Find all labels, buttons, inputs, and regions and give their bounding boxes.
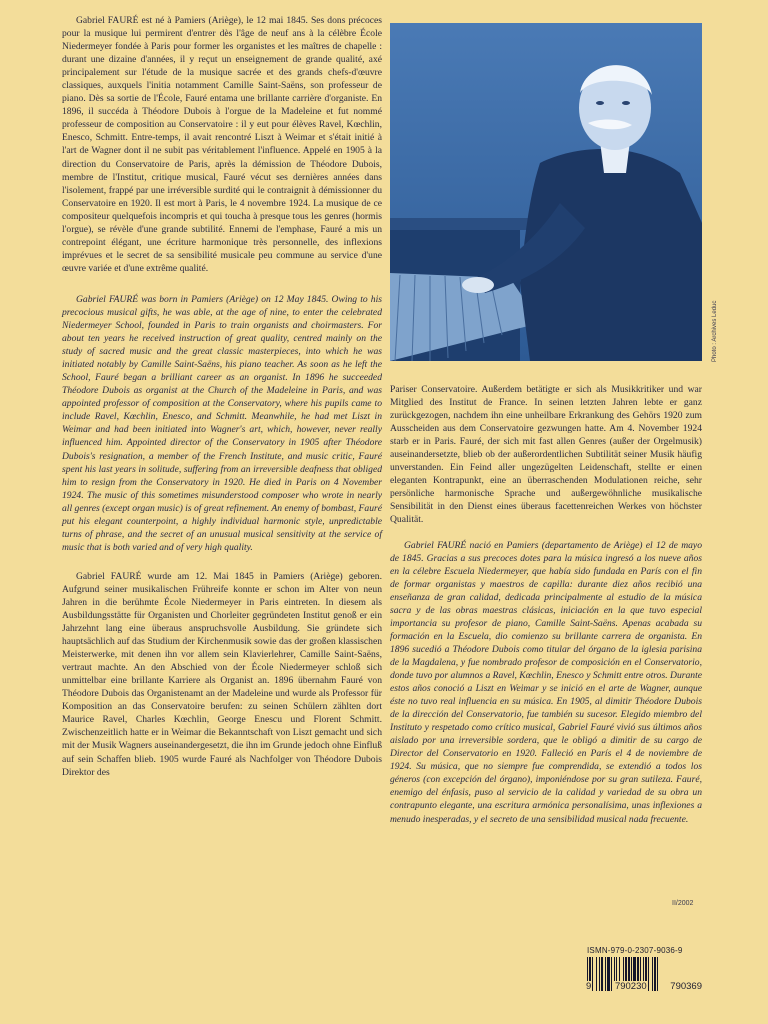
barcode-digit-right-group: 790369 [670,981,702,992]
composer-at-piano-illustration [390,23,702,361]
english-biography: Gabriel FAURÉ was born in Pamiers (Ariège) on 12 May 1845. Owing to his precocious musical gifts, he was able, at the age of nine, to enter the celebrated Niedermeyer School, founded in Paris to train organists and choirmasters. For about ten years he received instruction of great quality, centred mainly on the study of sacred music and the great classic masterpieces, into which he was initiated notably by Camille Saint-Saëns, his piano teacher. As soon as he left the School, Fauré began a brilliant career as an organist. In 1896 he succeeded Théodore Dubois as organist at the Church of the Madeleine in Paris, and was appointed professor of composition at the Conservatory, where his pupils came to include Ravel, Kœchlin, Enesco, and Schmitt. Meanwhile, he had met Liszt in Weimar and had been initiated into Wagner's art, which, however, never really influenced him. Appointed director of the Conservatory in 1905 after Théodore Dubois's resignation, a member of the French Institute, and music critic, Fauré spent his last years in solitude, suffering from an irreversible deafness that obliged him to resign from the Conservatory in 1920. He died in Paris on 4 November 1924. The music of this sometimes misunderstood composer who wrote in nearly all genres (except organ music) is of great refinement. An enemy of bombast, Fauré put his elegant counterpoint, a highly individual harmonic style, unpredictable turns of phrase, and the secret of an unusual musical sensitivity at the service of music that is both varied and of very high quality. [62,293,382,553]
german-biography-continued: Pariser Conservatoire. Außerdem betätigte er sich als Musikkritiker und war Mitglied des Institut de France. In seinen letzten Jahren lebte er ganz zurückgezogen, nachdem ihn eine unheilbare Erkrankung des Gehörs 1920 zum Ausscheiden aus dem Conservatoire gezwungen hatte. Am 4. November 1924 starb er in Paris. Fauré, der sich mit fast allen Genres (außer der Orgelmusik) auseinandersetzte, blieb ob der außerordentlichen Subtilität seiner Musik häufig unverstanden. Ein Feind aller ungezügelten Leidenschaft, stellte er einen eleganten Kontrapunkt, eine an überraschenden Modulationen reiche, sehr persönliche harmonische Sprache und außergewöhnliche musikalische Sensibilität in den Dienst eines überaus facettenreichen Werkes von höchster Qualität. [390,384,702,526]
isbn-number: ISMN-979-0-2307-9036-9 [587,946,683,955]
left-text-column [62,14,382,789]
french-biography: Gabriel FAURÉ est né à Pamiers (Ariège), le 12 mai 1845. Ses dons précoces pour la musique lui permirent d'entrer dès l'âge de neuf ans à la célèbre École Niedermeyer fondée à Paris pour former les organistes et les maîtres de chapelle : durant une dizaine d'années, il y reçut un enseignement de grande qualité, axé principalement sur l'étude de la musique sacrée et des grands chefs-d'œuvre classiques, auxquels l'initia notamment Camille Saint-Saëns, son professeur de piano. Dès sa sortie de l'École, Fauré entama une brillante carrière d'organiste. En 1896, il succéda à Théodore Dubois à l'orgue de la Madeleine et fut nommé professeur de composition au Conservatoire : il y eut pour élèves Ravel, Kœchlin, Enesco, Schmitt. Entre-temps, il avait rencontré Liszt à Weimar et s'était initié à l'art de Wagner dont il ne subit pas véritablement l'influence. Appelé en 1905 à la direction du Conservatoire de Paris, après la démission de Théodore Dubois, membre de l'Institut, critique musical, Fauré vécut ses dernières années dans l'isolement, frappé par une irréversible surdité qui le contraignit à démissionner du Conservatoire en 1920. Il est mort à Paris, le 4 novembre 1924. La musique de ce compositeur quelquefois incompris et qui toucha à presque tous les genres (hormis l'orgue), se révèle d'une grande subtilité. Ennemi de l'emphase, Fauré a mis un contrepoint élégant, une écriture harmonique très personnelle, des inflexions imprévues et le secret de sa sensibilité musicale peu commune au service d'une œuvre variée et d'une extrême qualité. [62,15,382,274]
german-biography: Gabriel FAURÉ wurde am 12. Mai 1845 in Pamiers (Ariège) geboren. Aufgrund seiner musikalischen Frühreife konnte er schon im Alter von neun Jahren in die berühmte École Niedermeyer in Paris eintreten. In diesem als Ausbildungsstätte für Organisten und Chorleiter gegründeten Institut genoß er ein Jahrzehnt lang eine überaus anspruchsvolle Ausbildung. Sie gründete sich hauptsächlich auf das Studium der Kirchenmusik sowie das der großen klassischen Meisterwerke, mit denen ihn vor allem sein Klavierlehrer, Camille Saint-Saëns, vertraut machte. An den Abschied von der École Niedermeyer schloß sich unmittelbar eine brillante Karriere als Organist an. 1896 übernahm Fauré von Théodore Dubois das Organistenamt an der Madeleine und wurde als Professor für Komposition an das Conservatoire berufen: zu seinen Schülern zählten dort Maurice Ravel, Charles Kœchlin, George Enescu und Florent Schmitt. Zwischenzeitlich hatte er in Weimar die Bekanntschaft von Liszt gemacht und sich mit der Musik Wagners auseinandergesetzt, die ihn im Grunde jedoch ohne Einfluß auf sein Schaffen blieb. 1905 wurde Fauré als Nachfolger von Théodore Dubois Direktor des [62,570,382,778]
isbn-block [585,946,707,992]
barcode-digit-left-group: 790230 [614,981,647,992]
spanish-biography: Gabriel FAURÉ nació en Pamiers (departamento de Ariège) el 12 de mayo de 1845. Gracias a sus precoces dotes para la música ingresó a los nueve años en la célebre Escuela Niedermeyer, que había sido fundada en París con el fin de formar organistas y maestros de capilla: durante diez años recibió una enseñanza de gran calidad, dedicada principalmente al estudio de la música sacra y de las obras maestras clásicas, iniciación en la que tuvo especial importancia su profesor de piano, Camille Saint-Saëns. Apenas acabada su formación en la Escuela, dio comienzo su brillante carrera de organista. En 1896 sucedió a Théodore Dubois como titular del órgano de la iglesia parisina de la Magdalena, y fue nombrado profesor de composición en el Conservatorio, donde tuvo por alumnos a Ravel, Kœchlin, Enesco y Schmitt entre otros. Durante estos años conoció a Liszt en Weimar y se inició en el arte de Wagner, aunque éste no tuvo real influencia en su música. En 1905, al dimitir Théodore Dubois de la dirección del Conservatorio, fue también su sucesor. Elegido miembro del Instituto y respetado como crítico musical, Gabriel Fauré vivió sus últimos años aislado por una irreversible sordera, que le obligó a dimitir de su cargo de Director del Conservatorio en 1920. Falleció en París el 4 de noviembre de 1924. Su música, que no siempre fue comprendida, se extendió a todos los géneros (con excepción del órgano), imponiéndose por su gran sutileza. Fauré, enemigo del énfasis, puso al servicio de la calidad y variedad de su obra un contrapunto elegante, una escritura armónica personalísima, unas inflexiones a menudo inesperadas, y el secreto de una sensibilidad musical nada frecuente. [390,539,702,825]
right-text-column [390,383,702,838]
barcode-digit-lead: 9 [586,981,592,992]
composer-photo [390,23,702,361]
edition-code: II/2002 [672,900,694,907]
barcode-digits [585,981,703,992]
photo-credit: Photo : Archives Leduc [712,300,718,362]
